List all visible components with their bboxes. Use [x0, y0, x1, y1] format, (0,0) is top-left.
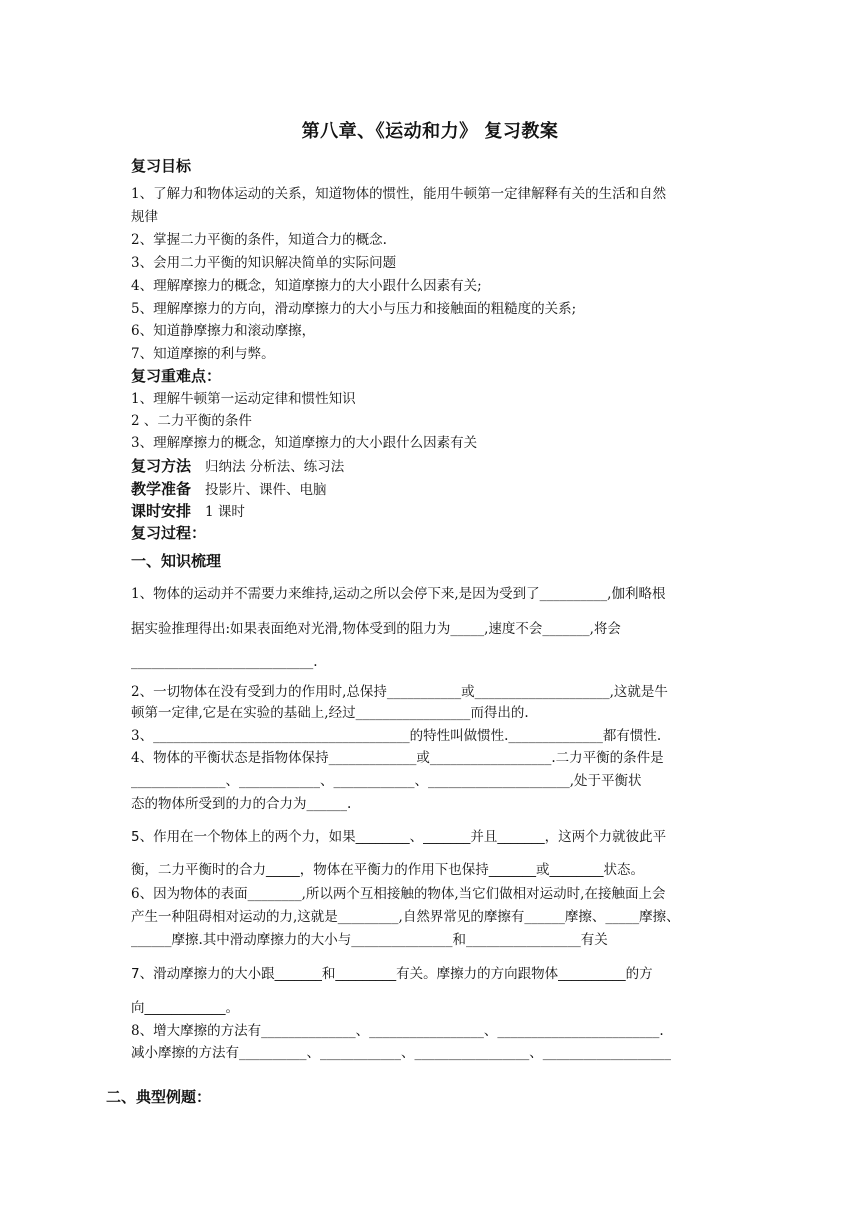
objective-item: 4、理解摩擦力的概念，知道摩擦力的大小跟什么因素有关;: [131, 278, 482, 294]
key-point-item: 2 、二力平衡的条件: [131, 413, 252, 429]
method-value: 归纳法 分析法、练习法: [205, 459, 345, 475]
process-label: 复习过程：: [131, 524, 207, 542]
exercise-line: 4、物体的平衡状态是指物体保持_____________或__________________.二力平衡的条件是: [131, 750, 664, 766]
time-label: 课时安排: [131, 502, 192, 520]
exercise-line: 产生一种阻碍相对运动的力,这就是_________,自然界常见的摩擦有______摩擦、_____摩擦、: [131, 909, 680, 925]
exercise-line: 1、物体的运动并不需要力来维持,运动之所以会停下来,是因为受到了__________,伽利略根: [131, 586, 666, 602]
prep-row: [131, 479, 327, 500]
exercise-line: ___________________________.: [131, 654, 318, 670]
exercise-line: 7、滑动摩擦力的大小跟_______和_________有关。摩擦力的方向跟物体__________的方: [131, 966, 653, 982]
page-title: 第八章、《运动和力》 复习教案: [301, 121, 559, 142]
exercise-line: 衡，二力平衡时的合力_____，物体在平衡力的作用下也保持_______或________状态。: [131, 862, 644, 878]
exercise-line: 5、作用在一个物体上的两个力，如果________、_______并且_______，这两个力就彼此平: [131, 829, 667, 845]
prep-value: 投影片、课件、电脑: [205, 482, 327, 498]
prep-label: 教学准备: [131, 480, 192, 498]
exercise-line: 向____________。: [131, 1000, 239, 1016]
time-value: 1 课时: [205, 504, 245, 520]
exercise-line: 态的物体所受到的力的合力为______.: [131, 796, 352, 812]
objective-item: 5、理解摩擦力的方向，滑动摩擦力的大小与压力和接触面的粗糙度的关系;: [131, 301, 577, 317]
objective-item: 7、知道摩擦的利与弊。: [131, 346, 275, 362]
exercise-line: 顿第一定律,它是在实验的基础上,经过_________________而得出的.: [131, 705, 529, 721]
time-row: [131, 501, 245, 522]
objectives-heading: 复习目标: [131, 157, 192, 175]
objective-item: 6、知道静摩擦力和滚动摩擦，: [131, 323, 316, 339]
exercise-line: 6、因为物体的表面________,所以两个互相接触的物体,当它们做相对运动时,在接触面上会: [131, 886, 666, 902]
objective-item: 3、会用二力平衡的知识解决简单的实际问题: [131, 255, 397, 271]
exercise-line: 2、一切物体在没有受到力的作用时,总保持___________或____________________,这就是牛: [131, 684, 668, 700]
exercise-line: ______________、____________、____________、_____________________,处于平衡状: [131, 773, 642, 789]
exercise-line: 减小摩擦的方法有__________、____________、_________________、___________________: [131, 1045, 671, 1061]
exercise-line: 3、______________________________________的特性叫做惯性.______________都有惯性.: [131, 728, 662, 744]
key-point-item: 3、理解摩擦力的概念，知道摩擦力的大小跟什么因素有关: [131, 435, 478, 451]
key-points-heading: 复习重难点：: [131, 367, 222, 385]
exercise-line: 据实验推理得出:如果表面绝对光滑,物体受到的阻力为_____,速度不会_______,将会: [131, 621, 621, 637]
exercise-line: ______摩擦.其中滑动摩擦力的大小与_______________和_________________有关: [131, 932, 608, 948]
objective-item: 规律: [131, 209, 158, 225]
section1-heading: 一、知识梳理: [131, 552, 222, 570]
exercise-line: 8、增大摩擦的方法有______________、_________________、________________________.: [131, 1023, 664, 1039]
method-label: 复习方法: [131, 457, 192, 475]
section2-heading: 二、典型例题：: [106, 1088, 212, 1106]
method-row: [131, 456, 344, 477]
objective-item: 2、掌握二力平衡的条件，知道合力的概念.: [131, 232, 387, 248]
key-point-item: 1、理解牛顿第一运动定律和惯性知识: [131, 391, 356, 407]
objective-item: 1、了解力和物体运动的关系，知道物体的惯性，能用牛顿第一定律解释有关的生活和自然: [131, 186, 667, 202]
